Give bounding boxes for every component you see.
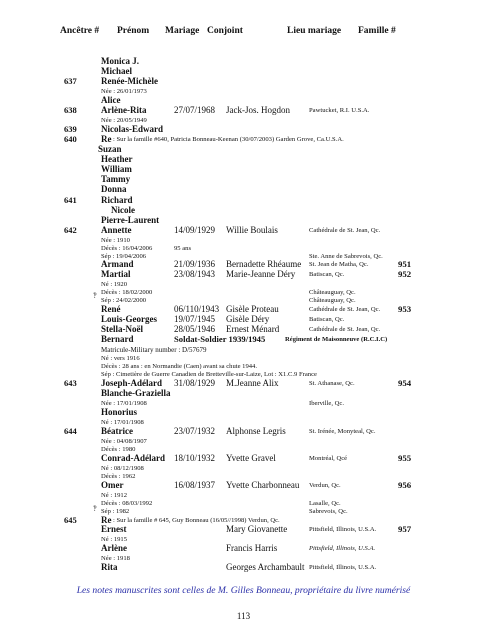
person-name: Arlène bbox=[101, 543, 127, 553]
marriage-place: Châteauguay, Qc. bbox=[309, 297, 356, 304]
header-famille: Famille # bbox=[358, 26, 396, 36]
life-detail: Né : 08/12/1908 bbox=[101, 465, 144, 472]
family-number: 955 bbox=[398, 453, 412, 463]
spouse-name: Ernest Ménard bbox=[226, 324, 280, 334]
marriage-place: Pittsfield, Illinois, U.S.A. bbox=[309, 564, 377, 571]
marriage-place: Cathédrale de St. Jean, Qc. bbox=[309, 306, 381, 313]
life-detail: Sép : 24/02/2000 bbox=[101, 297, 147, 304]
person-name: Renée-Michèle bbox=[101, 76, 158, 86]
header-ancestor: Ancêtre # bbox=[60, 26, 100, 36]
life-detail: Née : 04/08/1907 bbox=[101, 438, 147, 445]
spouse-name: M.Jeanne Alix bbox=[226, 378, 279, 388]
marriage-place: Pittsfield, Illinois, U.S.A. bbox=[309, 545, 376, 552]
page-number: 113 bbox=[236, 611, 251, 621]
marriage-place: Châteauguay, Qc. bbox=[309, 289, 356, 296]
table-row bbox=[0, 562, 487, 573]
marriage-place: Iberville, Qc. bbox=[309, 400, 344, 407]
ancestor-number: 638 bbox=[64, 105, 77, 115]
family-note: : Sur la famille #640, Patricia Bonneau-Keenan (30/07/2003) Garden Grove, Ca.U.S.A. bbox=[113, 136, 344, 143]
table-row bbox=[0, 184, 487, 195]
person-name: Béatrice bbox=[101, 426, 133, 436]
person-name: Michael bbox=[101, 66, 132, 76]
life-detail: Née : 1910 bbox=[101, 237, 130, 244]
family-number: 956 bbox=[398, 480, 412, 490]
life-detail: Né : 17/01/1908 bbox=[101, 419, 144, 426]
life-detail: Décès : 1962 bbox=[101, 473, 136, 480]
marriage-place: Sabrevois, Qc. bbox=[309, 508, 348, 515]
ancestor-number: 637 bbox=[64, 76, 77, 86]
person-name: Stella-Noël bbox=[101, 324, 143, 334]
marriage-date: 16/08/1937 bbox=[174, 480, 216, 490]
ancestor-number: 641 bbox=[64, 195, 77, 205]
person-name: Pierre-Laurent bbox=[101, 215, 160, 225]
person-name: Heather bbox=[101, 154, 133, 164]
life-detail: Née : 20/05/1949 bbox=[101, 117, 147, 124]
person-name: Richard bbox=[101, 195, 133, 205]
person-name: Armand bbox=[101, 259, 134, 269]
marriage-place: Pawtucket, R.I. U.S.A. bbox=[309, 107, 370, 114]
person-name: Monica J. bbox=[101, 56, 139, 66]
person-name: Tammy bbox=[101, 174, 131, 184]
marriage-place: Lasalle, Qc. bbox=[309, 500, 341, 507]
marriage-date: 19/07/1945 bbox=[174, 314, 216, 324]
life-detail: Sép : Cimetière de Guerre Canadien de Bretteville-sur-Laize, Lot : X1.C.9 France bbox=[101, 371, 317, 378]
family-note: : Sur la famille # 645, Guy Bonneau (16/05//1998) Verdun, Qc. bbox=[113, 517, 280, 524]
marriage-place: Cathédrale de St. Jean, Qc. bbox=[309, 326, 381, 333]
person-name: Ernest bbox=[101, 524, 127, 534]
handwritten-notes-caption: Les notes manuscrites sont celles de M. Gilles Bonneau, propriétaire du livre numérisé bbox=[76, 585, 411, 596]
spouse-name: Yvette Charbonneau bbox=[226, 480, 300, 490]
life-detail: Décès : 08/03/1992 bbox=[101, 500, 153, 507]
marriage-date: 23/07/1932 bbox=[174, 426, 216, 436]
marriage-place: Batiscan, Qc. bbox=[309, 271, 345, 278]
marriage-date: 18/10/1932 bbox=[174, 453, 216, 463]
marriage-place: St. Irénée, Monyteal, Qc. bbox=[309, 428, 376, 435]
marriage-date: 06/110/1943 bbox=[174, 304, 220, 314]
header-conjoint: Conjoint bbox=[207, 26, 243, 36]
spouse-name: Georges Archambault bbox=[226, 562, 305, 572]
person-name: Alice bbox=[101, 95, 121, 105]
person-name: Omer bbox=[101, 480, 124, 490]
person-name: Conrad-Adélard bbox=[101, 453, 166, 463]
person-name: Martial bbox=[101, 269, 131, 279]
spouse-name: Yvette Gravel bbox=[226, 453, 276, 463]
life-detail: Né : vers 1916 bbox=[101, 355, 140, 362]
marriage-place: Montréal, Qcé bbox=[309, 455, 348, 462]
life-detail: Né : 1912 bbox=[101, 492, 128, 499]
person-name: Louis-Georges bbox=[101, 314, 157, 324]
marriage-place: Ste. Anne de Sabrevois, Qc. bbox=[309, 253, 383, 260]
life-detail: Née : 17/01/1908 bbox=[101, 400, 147, 407]
spouse-name: Gisèle Déry bbox=[226, 314, 270, 324]
marriage-date: 28/05/1946 bbox=[174, 324, 216, 334]
spouse-name: Marie-Jeanne Déry bbox=[226, 269, 296, 279]
marriage-date: 95 ans bbox=[174, 245, 192, 252]
person-name: William bbox=[101, 164, 132, 174]
ancestor-number: 643 bbox=[64, 378, 77, 388]
marriage-date: 21/09/1936 bbox=[174, 259, 216, 269]
person-name: Blanche-Graziella bbox=[101, 388, 171, 398]
person-name: Arlène-Rita bbox=[101, 105, 147, 115]
handwritten-mark-icon: ‽ bbox=[93, 292, 97, 300]
ancestor-number: 640 bbox=[64, 134, 77, 144]
life-detail: Né : 1920 bbox=[101, 281, 128, 288]
person-name: Nicole bbox=[111, 205, 135, 215]
spouse-name: Alphonse Legris bbox=[226, 426, 286, 436]
marriage-date: 27/07/1968 bbox=[174, 105, 216, 115]
spouse-name: Mary Giovanette bbox=[226, 524, 288, 534]
person-name: Nicolas-Edward bbox=[101, 124, 164, 134]
military-service: Soldat-Soldier 1939/1945 bbox=[174, 334, 266, 344]
person-name: Rita bbox=[101, 562, 118, 572]
family-number: 951 bbox=[398, 259, 412, 269]
life-detail: Décès : 16/04/2006 bbox=[101, 245, 153, 252]
marriage-place: Verdun, Qc. bbox=[309, 482, 341, 489]
life-detail: Matricule-Military number : D/57679 bbox=[101, 346, 207, 354]
ancestor-number: 645 bbox=[64, 515, 77, 525]
life-detail: Décès : 18/02/2000 bbox=[101, 289, 153, 296]
life-detail: Née : 1918 bbox=[101, 555, 130, 562]
person-name: René bbox=[101, 304, 121, 314]
spouse-name: Gisèle Proteau bbox=[226, 304, 279, 314]
family-number: 954 bbox=[398, 378, 412, 388]
marriage-date: 14/09/1929 bbox=[174, 225, 216, 235]
marriage-place: Batiscan, Qc. bbox=[309, 316, 345, 323]
header-lieu: Lieu mariage bbox=[287, 26, 342, 36]
person-name: Donna bbox=[101, 184, 127, 194]
person-name: Honorius bbox=[101, 407, 138, 417]
family-number: 957 bbox=[398, 524, 412, 534]
life-detail: Née : 26/01/1973 bbox=[101, 88, 147, 95]
person-name: Suzan bbox=[98, 144, 122, 154]
life-detail: Décès : 28 ans : en Normandie (Caen) avant sa chute 1944. bbox=[101, 363, 257, 370]
header-prenom: Prénom bbox=[117, 26, 150, 36]
marriage-place: St. Jean de Matha, Qc. bbox=[309, 261, 369, 268]
marriage-place: St. Athanase, Qc. bbox=[309, 380, 355, 387]
family-number: 952 bbox=[398, 269, 412, 279]
spouse-name: Willie Boulais bbox=[226, 225, 278, 235]
person-name: Re bbox=[101, 134, 112, 144]
marriage-date: 31/08/1929 bbox=[174, 378, 216, 388]
marriage-date: 23/08/1943 bbox=[174, 269, 216, 279]
spouse-name: Jack-Jos. Hogdon bbox=[226, 105, 290, 115]
life-detail: Décès : 1980 bbox=[101, 446, 136, 453]
marriage-place: Cathédrale de St. Jean, Qc. bbox=[309, 227, 381, 234]
life-detail: Né : 1915 bbox=[101, 536, 128, 543]
ancestor-number: 642 bbox=[64, 225, 77, 235]
ancestor-number: 644 bbox=[64, 426, 77, 436]
spouse-name: Bernadette Rhéaume bbox=[226, 259, 302, 269]
person-name: Annette bbox=[101, 225, 132, 235]
header-mariage: Mariage bbox=[165, 26, 200, 36]
family-number: 953 bbox=[398, 304, 412, 314]
marriage-place: Pittsfield, Illinois, U.S.A. bbox=[309, 526, 377, 533]
ancestor-number: 639 bbox=[64, 124, 77, 134]
person-name: Bernard bbox=[101, 334, 134, 344]
life-detail: Sép : 1982 bbox=[101, 508, 130, 515]
handwritten-mark-icon: ‽ bbox=[93, 505, 97, 513]
spouse-name: Francis Harris bbox=[226, 543, 278, 553]
regiment: Régiment de Maisonneuve (R.C.I.C) bbox=[285, 336, 388, 343]
life-detail: Sép : 19/04/2006 bbox=[101, 253, 147, 260]
person-name: Joseph-Adélard bbox=[101, 378, 163, 388]
person-name: Re bbox=[101, 515, 112, 525]
